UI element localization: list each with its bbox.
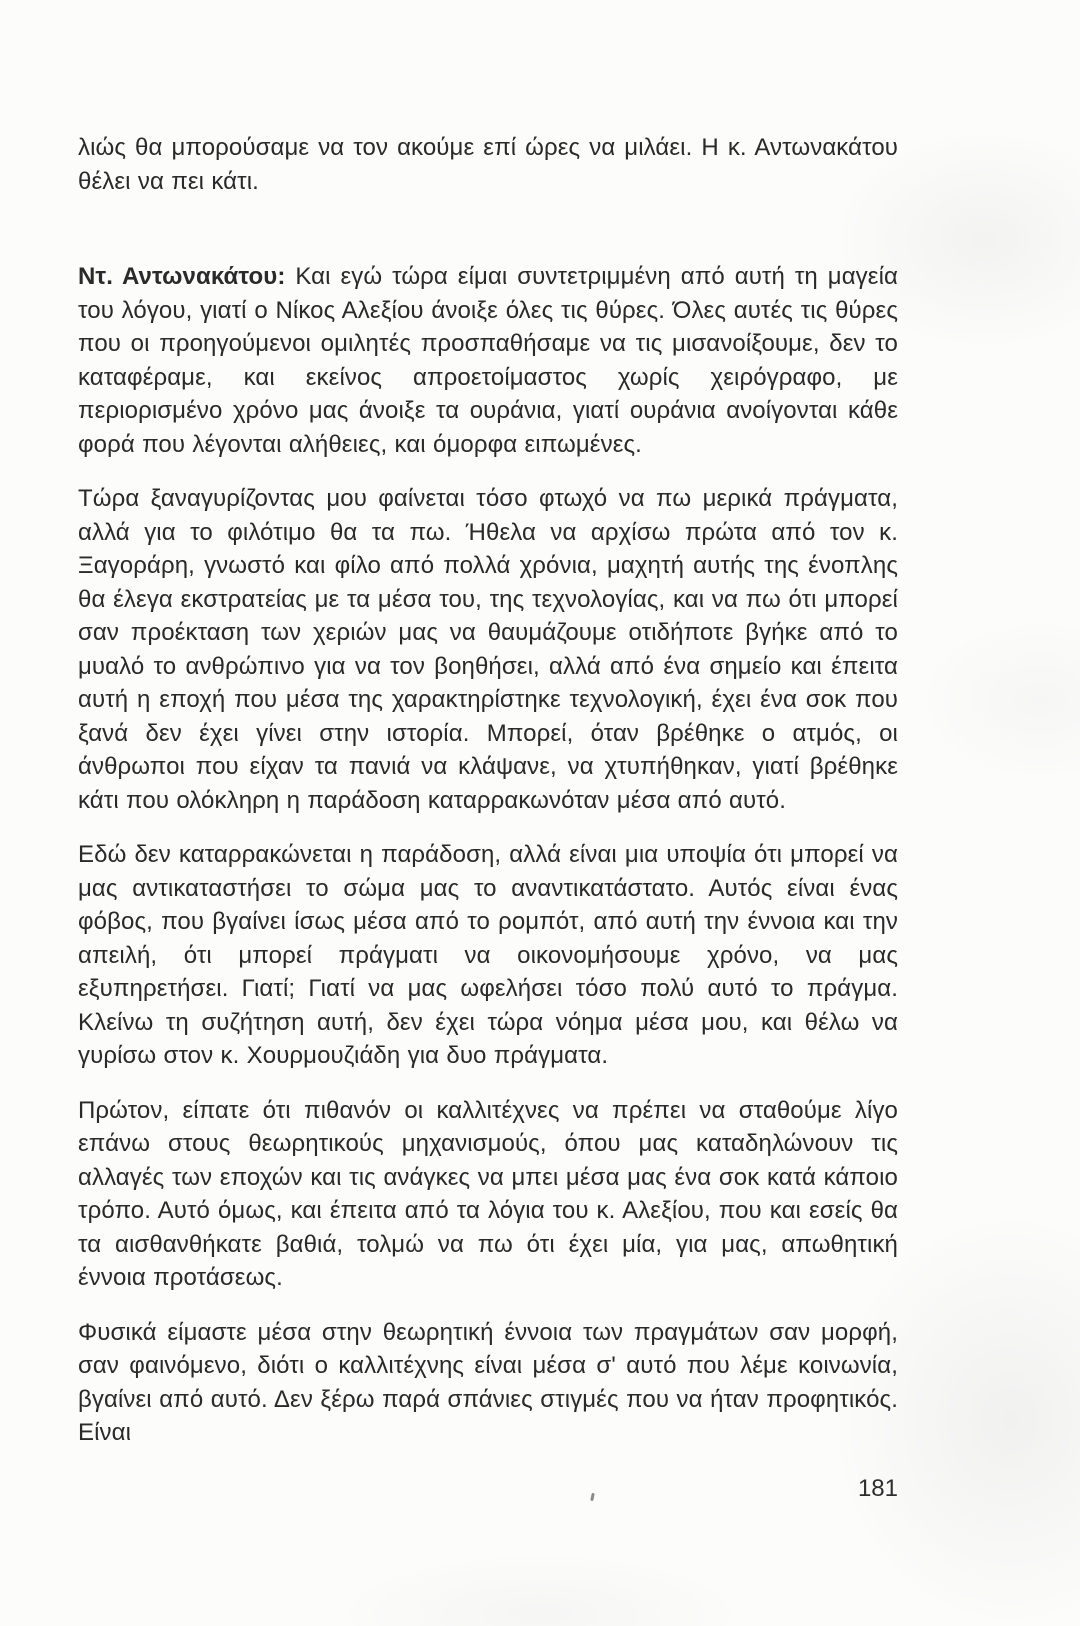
paragraph-continuation [78, 131, 898, 198]
paragraph [78, 1316, 898, 1450]
paragraph-speaker-antonakatou [78, 260, 898, 461]
paragraph [78, 482, 898, 817]
book-page [78, 131, 898, 1505]
paragraph-text: Πρώτον, είπατε ότι πιθανόν οι καλλιτέχνες να πρέπει να σταθούμε λίγο επάνω στους θεωρητικούς μηχανισμούς, όπου μας καταδηλώνουν τις αλλαγές των εποχών και τις ανάγκες να μπει μέσα μας ένα σοκ κατά κάποιο τρόπο. Αυτό όμως, και έπειτα από τα λόγια του κ. Αλεξίου, που και εσείς θα τα αισθανθήκατε βαθιά, τολμώ να πω ότι έχει μία, για μας, απωθητική έννοια προτάσεως. [78, 1096, 898, 1291]
paragraph-text: Φυσικά είμαστε μέσα στην θεωρητική έννοια των πραγμάτων σαν μορφή, σαν φαινόμενο, διότι ο καλλιτέχνης είναι μέσα σ' αυτό που λέμε κοινωνία, βγαίνει από αυτό. Δεν ξέρω παρά σπάνιες στιγμές που να ήταν προφητικός. Είναι [78, 1318, 898, 1446]
paragraph-text: Τώρα ξαναγυρίζοντας μου φαίνεται τόσο φτωχό να πω μερικά πράγματα, αλλά για το φιλότιμο θα τα πω. Ήθελα να αρχίσω πρώτα από τον κ. Ξαγοράρη, γνωστό και φίλο από πολλά χρόνια, μαχητή αυτής της ένοπλης θα έλεγα εκστρατείας με τα μέσα του, της τεχνολογίας, και να πω ότι μπορεί σαν προέκταση των χεριών μας να θαυμάζουμε οτιδήποτε βγήκε από το μυαλό το ανθρώπινο για να τον βοηθήσει, αλλά από ένα σημείο και έπειτα αυτή η εποχή που μέσα της χαρακτηρίστηκε τεχνολογική, έχει ένα σοκ που ξανά δεν έχει γίνει στην ιστορία. Μπορεί, όταν βρέθηκε ο ατμός, οι άνθρωποι που είχαν τα πανιά να κλάψανε, να χτυπήθηκαν, γιατί βρέθηκε κάτι που ολόκληρη η παράδοση καταρρακωνόταν μέσα από αυτό. [78, 485, 898, 814]
paragraph [78, 1094, 898, 1295]
paragraph [78, 838, 898, 1073]
paragraph-text: Εδώ δεν καταρρακώνεται η παράδοση, αλλά είναι μια υποψία ότι μπορεί να μας αντικαταστήσει το σώμα μας το αναντικατάστατο. Αυτός είναι ένας φόβος, που βγαίνει ίσως μέσα από το ρομπότ, από αυτή την έννοια και την απειλή, ότι μπορεί πράγματι να οικονομήσουμε χρόνο, να μας εξυπηρετήσει. Γιατί; Γιατί να μας ωφελήσει τόσο πολύ αυτό το πράγμα. Κλείνω τη συζήτηση αυτή, δεν έχει τώρα νόημα μέσα μου, και θέλω να γυρίσω στον κ. Χουρμουζιάδη για δυο πράγματα. [78, 841, 898, 1069]
page-number: 181 [857, 1474, 898, 1502]
speaker-name: Ντ. Αντωνακάτου: [78, 263, 286, 290]
paragraph-text: λιώς θα μπορούσαμε να τον ακούμε επί ώρες να μιλάει. Η κ. Αντωνακάτου θέλει να πει κάτι. [78, 134, 898, 195]
paragraph-text: Και εγώ τώρα είμαι συντετριμμένη από αυτή τη μαγεία του λόγου, γιατί ο Νίκος Αλεξίου άνοιξε όλες τις θύρες. Όλες αυτές τις θύρες που οι προηγούμενοι ομιλητές προσπαθήσαμε να τις μισανοίξουμε, δεν το καταφέραμε, και εκείνος απροετοίμαστος χωρίς χειρόγραφο, με περιορισμένο χρόνο μας άνοιξε τα ουράνια, γιατί ουράνια ανοίγονται κάθε φορά που λέγονται αλήθειες, και όμορφα ειπωμένες. [78, 263, 898, 458]
